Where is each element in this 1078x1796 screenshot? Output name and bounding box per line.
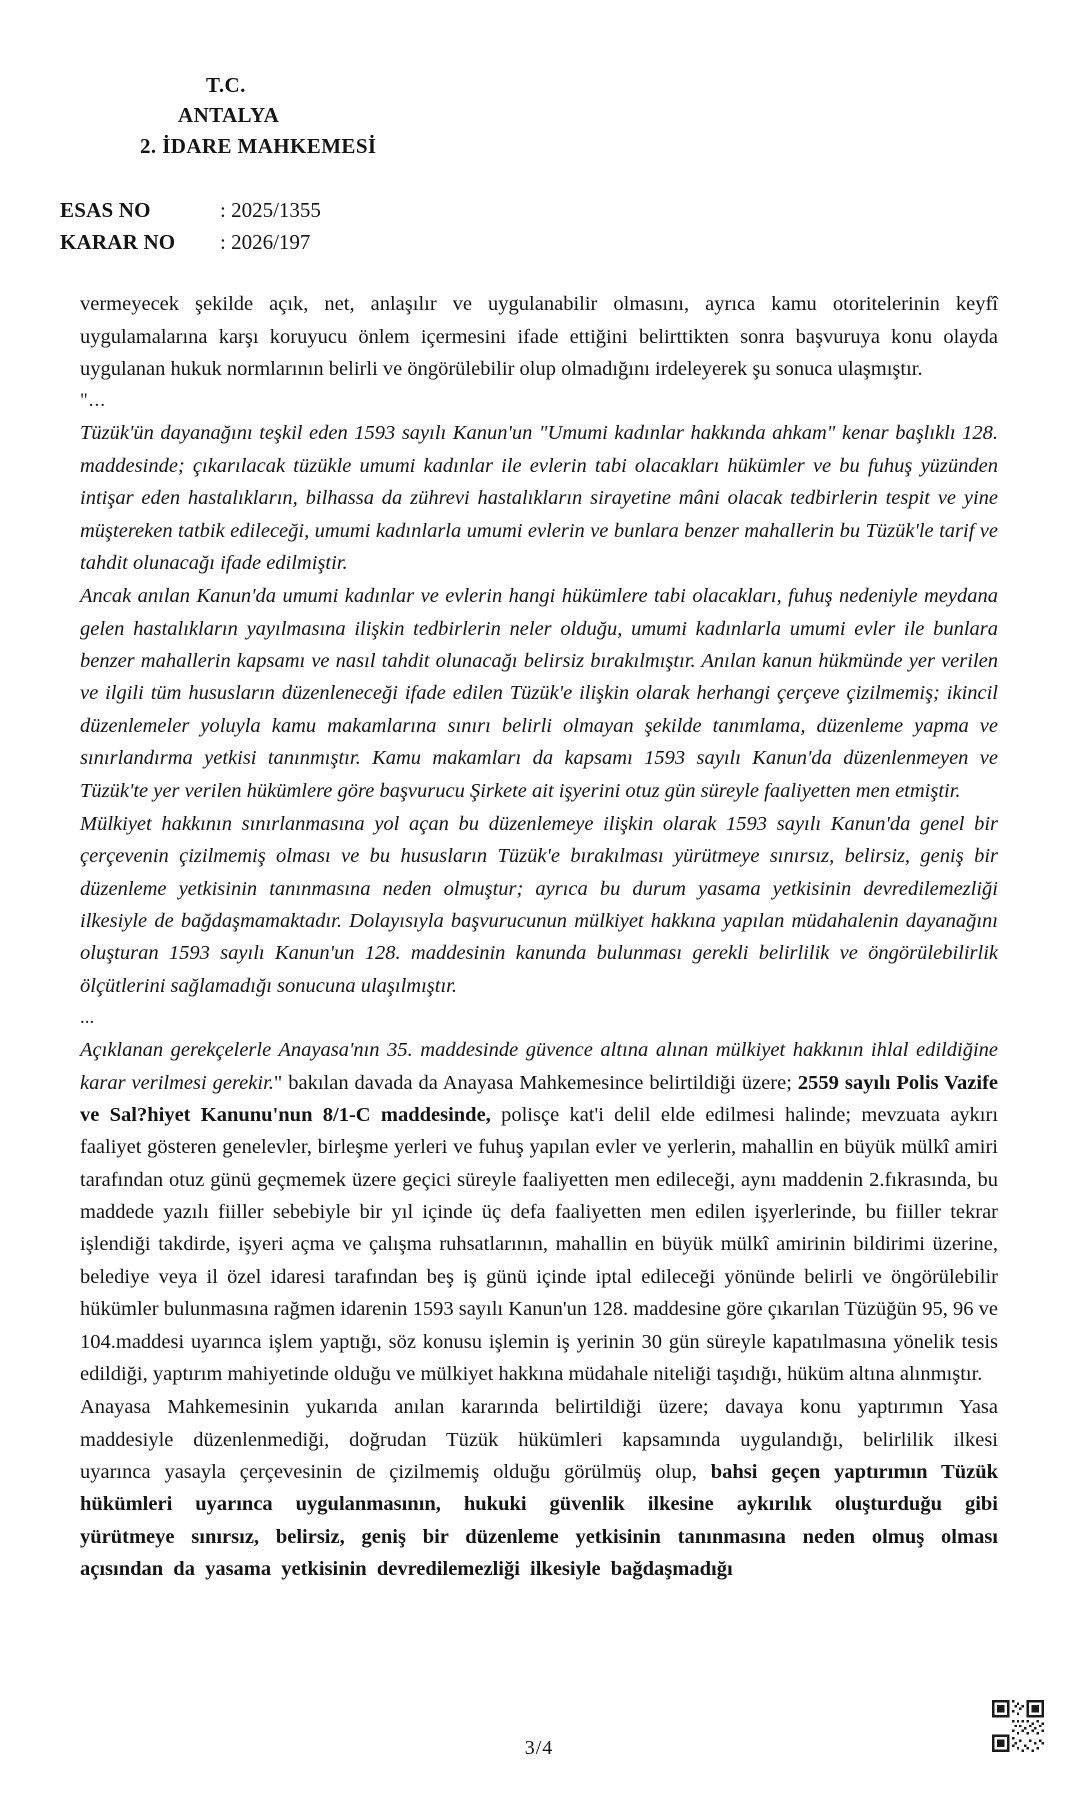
- karar-no-value: : 2026/197: [220, 229, 311, 254]
- paragraph-6: [80, 1391, 998, 1585]
- paragraph-5-text-1: " bakılan davada da Anayasa Mahkemesince belirtildiği üzere;: [273, 1071, 792, 1094]
- court-header-line-tc: T.C.: [206, 73, 246, 97]
- karar-no-label: KARAR NO: [60, 229, 176, 254]
- case-row-karar: [60, 227, 998, 259]
- page-number: 3/4: [524, 1737, 554, 1759]
- court-header: [140, 70, 998, 161]
- esas-no-label: ESAS NO: [60, 198, 151, 223]
- quote-open-mark: "...: [80, 390, 107, 412]
- qr-code-icon: [992, 1700, 1044, 1752]
- paragraph-5-text-2: polisçe kat'i delil elde edilmesi halinde; mevzuata aykırı faaliyet gösteren genelevler, birleşme yerleri ve fuhuş yapılan evler ve yerlerin, mahallin en büyük mülkî amiri tarafından otuz günü geçmemek üzere geçici süreyle faaliyetten men edileceği, aynı maddenin 2.fıkrasında, bu maddede yazılı fiiller sebebiyle bir yıl içinde üç defa faaliyetten men edilen işyerlerinde, bu fiiller tekrar işlendiği takdirde, işyeri açma ve çalışma ruhsatlarının, mahallin en büyük mülkî amirinin bildirimi üzerine, belediye veya il özel idaresi tarafından beş iş günü içinde iptal edileceği yönünde belirli ve öngörülebilir hükümler bulunmasına rağmen idarenin 1593 sayılı Kanun'un 128. maddesine göre çıkarılan Tüzüğün 95, 96 ve 104.maddesi uyarınca işlem yaptığı, söz konusu işlemin iş yerinin 30 gün süreyle kapatılmasına yönelik tesis edildiği, yaptırım mahiyetinde olduğu ve mülkiyet hakkına müdahale niteliği taşıdığı, hüküm altına alınmıştır.: [80, 1103, 999, 1385]
- case-row-esas: [60, 195, 998, 227]
- paragraph-1: vermeyecek şekilde açık, net, anlaşılır ve uygulanabilir olmasını, ayrıca kamu otoritelerinin keyfî uygulamalarına karşı koruyucu önlem içermesini ifade ettiğini belirttikten sonra başvuruya konu olayda uygulanan hukuk normlarının belirli ve öngörülebilir olup olmadığını irdeleyerek şu sonuca ulaşmıştır.: [80, 293, 998, 381]
- court-header-line-city: ANTALYA: [178, 103, 280, 128]
- court-header-line-court: 2. İDARE MAHKEMESİ: [140, 133, 377, 158]
- paragraph-2-quoted: Tüzük'ün dayanağını teşkil eden 1593 sayılı Kanun'un "Umumi kadınlar hakkında ahkam" kenar başlıklı 128. maddesinde; çıkarılacak tüzükle umumi kadınlar ile evlerin tabi olacakları hükümler ve bu fuhuş yüzünden intişar eden hastalıkların, bilhassa da zührevi hastalıkların sirayetine mâni olacak tedbirlerin tespit ve yine müştereken tatbik edileceği, umumi kadınlarla umumi evlerin ve bunlara benzer mahallerin bu Tüzük'le tarif ve tahdit olunacağı ifade edilmiştir.: [80, 422, 998, 574]
- document-body: [80, 288, 998, 1585]
- paragraph-6-bold: bahsi geçen yaptırımın Tüzük hükümleri uyarınca uygulanmasının, hukuki güvenlik ilkesine aykırılık oluşturduğu gibi yürütmeye sınırsız, belirsiz, geniş bir düzenleme yetkisinin tanınmasına neden olmuş olması açısından da yasama yetkisinin devredilemezliği ilkesiyle bağdaşmadığı: [80, 1461, 999, 1581]
- esas-no-value: : 2025/1355: [220, 198, 321, 223]
- paragraph-5-italic-quote: Açıklanan gerekçelerle Anayasa'nın 35. maddesinde güvence altına alınan mülkiyet hakkının ihlal edildiğine karar verilmesi gerekir.: [80, 1039, 998, 1094]
- paragraph-3-quoted: Ancak anılan Kanun'da umumi kadınlar ve evlerin hangi hükümlere tabi olacakları, fuhuş nedeniyle meydana gelen hastalıkların yayılmasına ilişkin tedbirlerin neler olduğu, umumi kadınlarla umumi evler ile bunlara benzer mahallerin kapsamı ve nasıl tahdit olunacağı belirsiz bırakılmıştır. Anılan kanun hükmünde yer verilen ve ilgili tüm hususların düzenleneceği ifade edilen Tüzük'e ilişkin olarak herhangi çerçeve çizilmemiş; ikincil düzenlemeler yoluyla kamu makamlarına sınırı belirli olmayan şekilde tanımlama, düzenleme yapma ve sınırlandırma yetkisi tanınmıştır. Kamu makamları da kapsamı 1593 sayılı Kanun'da düzenlenmeyen ve Tüzük'te yer verilen hükümlere göre başvurucu Şirkete ait işyerini otuz gün süreyle faaliyetten men etmiştir.: [80, 585, 998, 802]
- paragraph-5: [80, 1034, 998, 1390]
- paragraph-5-bold-law: 2559 sayılı Polis Vazife ve Sal?hiyet Kanunu'nun 8/1-C maddesinde,: [80, 1071, 999, 1126]
- case-numbers: [60, 195, 998, 258]
- ellipsis-mark: ...: [80, 1007, 95, 1029]
- paragraph-4-quoted: Mülkiyet hakkının sınırlanmasına yol açan bu düzenlemeye ilişkin olarak 1593 sayılı Kanun'da genel bir çerçevenin çizilmemiş olması ve bu hususların Tüzük'e bırakılması yürütmeye sınırsız, belirsiz, geniş bir düzenleme yetkisinin tanınmasına neden olmuştur; ayrıca bu durum yasama yetkisinin devredilemezliği ilkesiyle de bağdaşmamaktadır. Dolayısıyla başvurucunun mülkiyet hakkına yapılan müdahalenin dayanağını oluşturan 1593 sayılı Kanun'un 128. maddesinin kanunda bulunması gerekli belirlilik ve öngörülebilirlik ölçütlerini sağlamadığı sonucuna ulaşılmıştır.: [80, 812, 998, 997]
- paragraph-6-text: Anayasa Mahkemesinin yukarıda anılan kararında belirtildiği üzere; davaya konu yaptırımın Yasa maddesiyle düzenlenmediği, doğrudan Tüzük hükümleri kapsamında uygulandığı, belirlilik ilkesi uyarınca yasayla çerçevesinin de çizilmemiş olduğu görülmüş olup,: [80, 1396, 998, 1484]
